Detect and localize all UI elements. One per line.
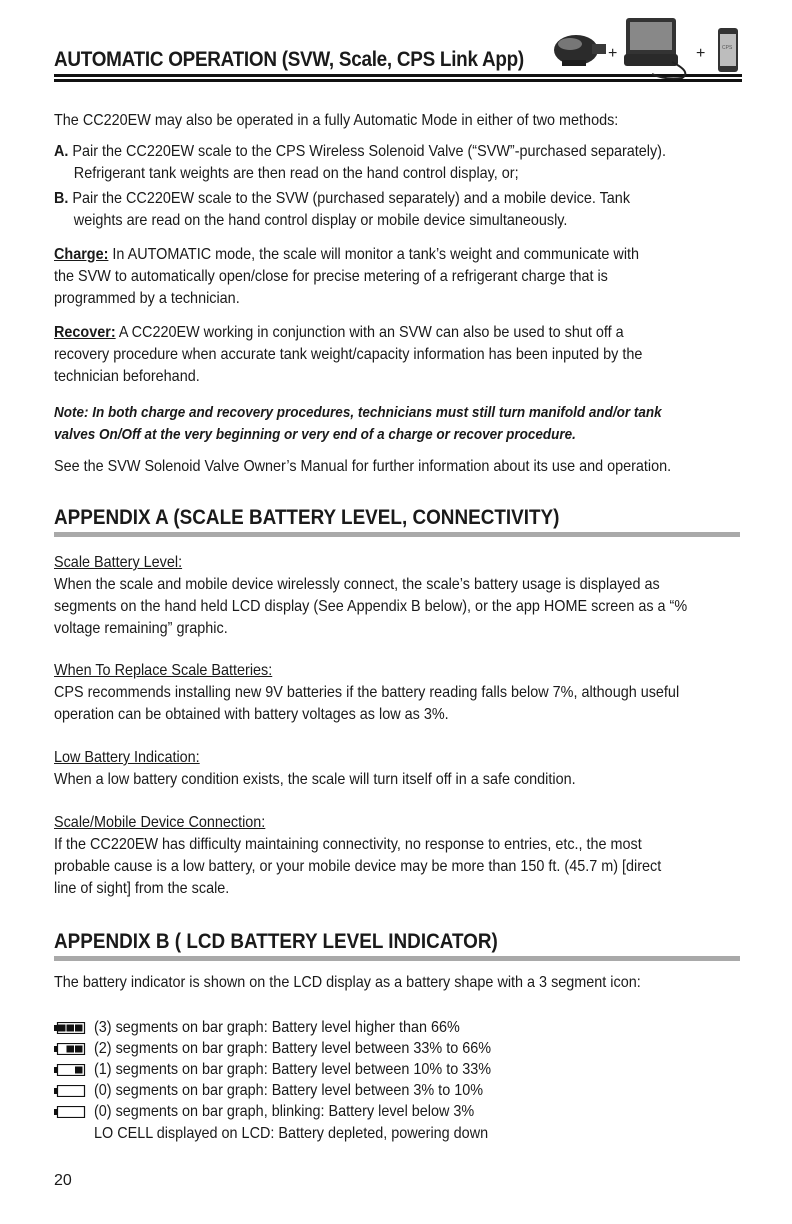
appendix-a-title-suffix: (SCALE BATTERY LEVEL, CONNECTIVITY) <box>173 506 560 529</box>
battery-segment <box>58 1025 66 1032</box>
battery-segment <box>75 1046 83 1053</box>
appendix-a-title-prefix: APPENDIX A <box>54 506 174 529</box>
section-line: line of sight] from the scale. <box>54 880 230 897</box>
method-b-letter: B. <box>54 190 69 207</box>
section-line: segments on the hand held LCD display (See Appendix B below), or the app HOME screen as a “% <box>54 598 688 615</box>
section-heading: When To Replace Scale Batteries: <box>54 662 273 679</box>
battery-level-text: (1) segments on bar graph: Battery level between 10% to 33% <box>94 1061 492 1078</box>
low-battery-section <box>54 747 756 791</box>
battery-icon <box>54 1085 86 1097</box>
lo-cell-text: LO CELL displayed on LCD: Battery depleted, powering down <box>94 1125 489 1142</box>
page-title: AUTOMATIC OPERATION (SVW, Scale, CPS Link App) <box>54 48 524 71</box>
battery-segment <box>67 1046 75 1053</box>
solenoid-valve-icon <box>554 35 606 66</box>
charge-label: Charge: <box>54 246 109 263</box>
battery-icon <box>54 1043 86 1055</box>
battery-icon <box>54 1022 86 1034</box>
battery-level-text: (2) segments on bar graph: Battery level between 33% to 66% <box>94 1040 492 1057</box>
battery-level-text: (0) segments on bar graph, blinking: Battery level below 3% <box>94 1103 475 1120</box>
section-line: operation can be obtained with battery voltages as low as 3%. <box>54 706 449 723</box>
page-number: 20 <box>54 1172 72 1189</box>
battery-segment <box>75 1025 83 1032</box>
recover-label: Recover: <box>54 324 116 341</box>
charge-paragraph <box>54 244 756 310</box>
battery-icon <box>54 1106 86 1118</box>
appendix-b-rule <box>54 956 740 961</box>
battery-level-text: (0) segments on bar graph: Battery level between 3% to 10% <box>94 1082 484 1099</box>
appendix-a-title <box>54 506 559 530</box>
note-line1: Note: In both charge and recovery procedures, technicians must still turn manifold and/or tank <box>54 404 662 421</box>
replace-batteries-section <box>54 660 756 726</box>
method-a-line2: Refrigerant tank weights are then read on the hand control display, or; <box>73 165 519 182</box>
section-line: When a low battery condition exists, the scale will turn itself off in a safe condition. <box>54 771 576 788</box>
charge-line1: In AUTOMATIC mode, the scale will monitor a tank’s weight and communicate with <box>108 246 640 263</box>
scale-case-icon <box>624 18 685 79</box>
appendix-a-rule <box>54 532 740 537</box>
battery-icon <box>54 1064 86 1076</box>
plus-sign-1: + <box>608 45 618 62</box>
connection-section <box>54 812 756 900</box>
method-b-line2: weights are read on the hand control display or mobile device simultaneously. <box>73 212 568 229</box>
battery-segment <box>75 1067 83 1074</box>
section-heading: Scale/Mobile Device Connection: <box>54 814 266 831</box>
section-line: probable cause is a low battery, or your mobile device may be more than 150 ft. (45.7 m) [direct <box>54 858 662 875</box>
method-a-letter: A. <box>54 143 69 160</box>
section-heading: Low Battery Indication: <box>54 749 200 766</box>
recover-line1: A CC220EW working in conjunction with an SVW can also be used to shut off a <box>115 324 624 341</box>
recover-paragraph <box>54 322 756 388</box>
recover-line2: recovery procedure when accurate tank weight/capacity information has been inputed by the <box>54 346 643 363</box>
note-paragraph <box>54 402 756 446</box>
battery-level-section <box>54 552 756 640</box>
plus-sign-2: + <box>696 45 706 62</box>
appendix-b-intro: The battery indicator is shown on the LCD display as a battery shape with a 3 segment icon: <box>54 974 641 991</box>
method-b-line1: Pair the CC220EW scale to the SVW (purchased separately) and a mobile device. Tank <box>72 190 631 207</box>
method-b <box>54 188 756 232</box>
mobile-phone-icon <box>718 28 738 72</box>
section-line: CPS recommends installing new 9V batteries if the battery reading falls below 7%, although useful <box>54 684 680 701</box>
header-device-icons <box>552 14 752 80</box>
note-line2: valves On/Off at the very beginning or very end of a charge or recover procedure. <box>54 426 576 443</box>
phone-screen-label: CPS <box>722 45 733 51</box>
battery-segment <box>67 1025 75 1032</box>
section-line: voltage remaining” graphic. <box>54 620 228 637</box>
charge-line2: the SVW to automatically open/close for precise metering of a refrigerant charge that is <box>54 268 608 285</box>
section-line: If the CC220EW has difficulty maintaining connectivity, no response to entries, etc., the most <box>54 836 642 853</box>
charge-line3: programmed by a technician. <box>54 290 240 307</box>
section-heading: Scale Battery Level: <box>54 554 183 571</box>
see-manual-text: See the SVW Solenoid Valve Owner’s Manual for further information about its use and operation. <box>54 458 672 475</box>
section-line: When the scale and mobile device wirelessly connect, the scale’s battery usage is displayed as <box>54 576 660 593</box>
method-a-line1: Pair the CC220EW scale to the CPS Wireless Solenoid Valve (“SVW”-purchased separately). <box>72 143 666 160</box>
method-a <box>54 141 756 185</box>
intro-text: The CC220EW may also be operated in a fully Automatic Mode in either of two methods: <box>54 112 619 129</box>
appendix-b-title: APPENDIX B ( LCD BATTERY LEVEL INDICATOR) <box>54 930 498 953</box>
recover-line3: technician beforehand. <box>54 368 200 385</box>
battery-level-text: (3) segments on bar graph: Battery level higher than 66% <box>94 1019 460 1036</box>
